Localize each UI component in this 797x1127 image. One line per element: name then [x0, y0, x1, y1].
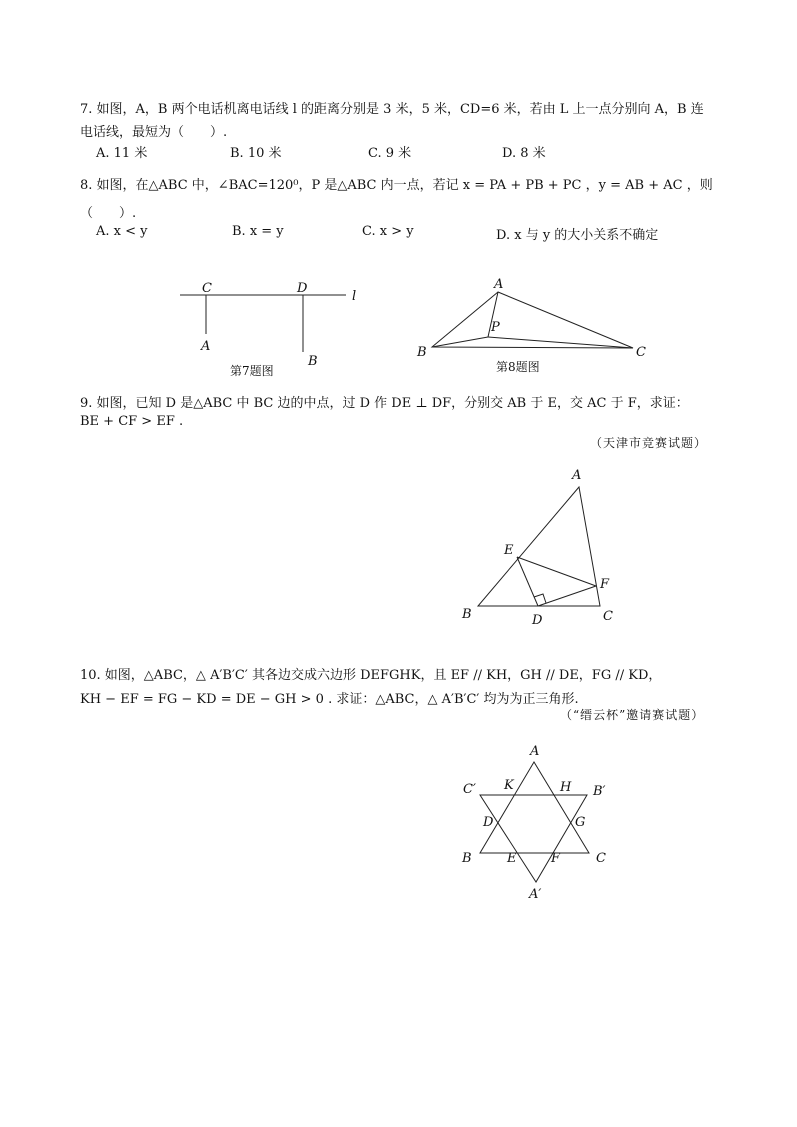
q10-label-a-prime: A′: [529, 887, 542, 902]
q9-label-b: B: [462, 607, 472, 622]
q7-option-a: A. 11 米: [96, 146, 148, 161]
q8-label-a: A: [494, 277, 504, 292]
q7-stem-line1: 7. 如图，A，B 两个电话机离电话线 l 的距离分别是 3 米，5 米，CD=6 米，若由 L 上一点分别向 A，B 连: [80, 102, 704, 117]
q10-label-h: H: [560, 780, 572, 795]
q10-label-c: C: [596, 851, 606, 866]
q7-option-c: C. 9 米: [368, 146, 412, 161]
q7-label-b: B: [308, 354, 318, 369]
q10-label-d: D: [483, 815, 494, 830]
q8-figure-caption: 第8题图: [496, 360, 540, 374]
q7-option-d: D. 8 米: [502, 146, 546, 161]
q9-triangle-abc: [478, 487, 600, 606]
q7-stem-line2: 电话线，最短为（ ）.: [80, 125, 228, 140]
q8-stem-line1: 8. 如图，在△ABC 中，∠BAC=120⁰，P 是△ABC 内一点，若记 x = PA + PB + PC ，y = AB + AC ，则: [80, 178, 713, 193]
q10-triangle-abc: [480, 762, 589, 853]
q10-label-e: E: [507, 851, 517, 866]
q10-stem-line2: KH − EF = FG − KD = DE − GH > 0 . 求证：△ABC，△ A′B′C′ 均为为正三角形.: [80, 692, 579, 707]
q9-source: （天津市竞赛试题）: [590, 436, 708, 450]
q9-segment-de: [517, 557, 538, 606]
q10-label-b: B: [462, 851, 472, 866]
q10-label-c-prime: C′: [463, 782, 476, 797]
q8-option-c: C. x > y: [362, 224, 414, 239]
q8-option-d: D. x 与 y 的大小关系不确定: [496, 228, 659, 243]
q10-source: （“缙云杯”邀请赛试题）: [560, 708, 705, 722]
q8-label-b: B: [417, 345, 427, 360]
q8-label-c: C: [636, 345, 646, 360]
q9-label-f: F: [600, 577, 610, 592]
q8-segment-pb: [432, 337, 488, 347]
q7-option-b: B. 10 米: [230, 146, 282, 161]
q8-option-a: A. x < y: [96, 224, 148, 239]
q10-label-a: A: [530, 744, 540, 759]
q8-triangle-abc: [432, 292, 633, 348]
q10-triangle-a-prime-b-prime-c-prime: [480, 795, 587, 882]
q10-label-f: F: [551, 851, 561, 866]
q9-stem-line1: 9. 如图，已知 D 是△ABC 中 BC 边的中点，过 D 作 DE ⊥ DF，分别交 AB 于 E，交 AC 于 F，求证：: [80, 396, 689, 411]
q9-label-c: C: [603, 609, 613, 624]
q10-stem-line1: 10. 如图，△ABC，△ A′B′C′ 其各边交成六边形 DEFGHK，且 EF // KH，GH // DE，FG // KD，: [80, 668, 662, 683]
q7-figure: [180, 281, 356, 369]
q9-label-e: E: [504, 543, 514, 558]
q8-label-p: P: [491, 320, 500, 335]
q7-label-l: l: [352, 289, 357, 304]
q8-option-b: B. x = y: [232, 224, 284, 239]
q8-figure: [416, 277, 646, 360]
q10-label-k: K: [504, 778, 514, 793]
q9-figure: [461, 468, 613, 628]
q9-segment-ef: [517, 557, 596, 586]
q9-label-d: D: [532, 613, 543, 628]
q7-figure-caption: 第7题图: [230, 364, 274, 378]
q7-label-d: D: [297, 281, 308, 296]
q9-segment-df: [538, 586, 596, 606]
q8-stem-line2: （ ）.: [80, 206, 137, 221]
q10-label-g: G: [575, 815, 586, 830]
q7-label-c: C: [202, 281, 212, 296]
q9-stem-line2: BE + CF > EF .: [80, 414, 184, 429]
q9-label-a: A: [572, 468, 582, 483]
q7-label-a: A: [201, 339, 211, 354]
q10-label-b-prime: B′: [593, 784, 606, 799]
q10-figure: [461, 744, 606, 902]
